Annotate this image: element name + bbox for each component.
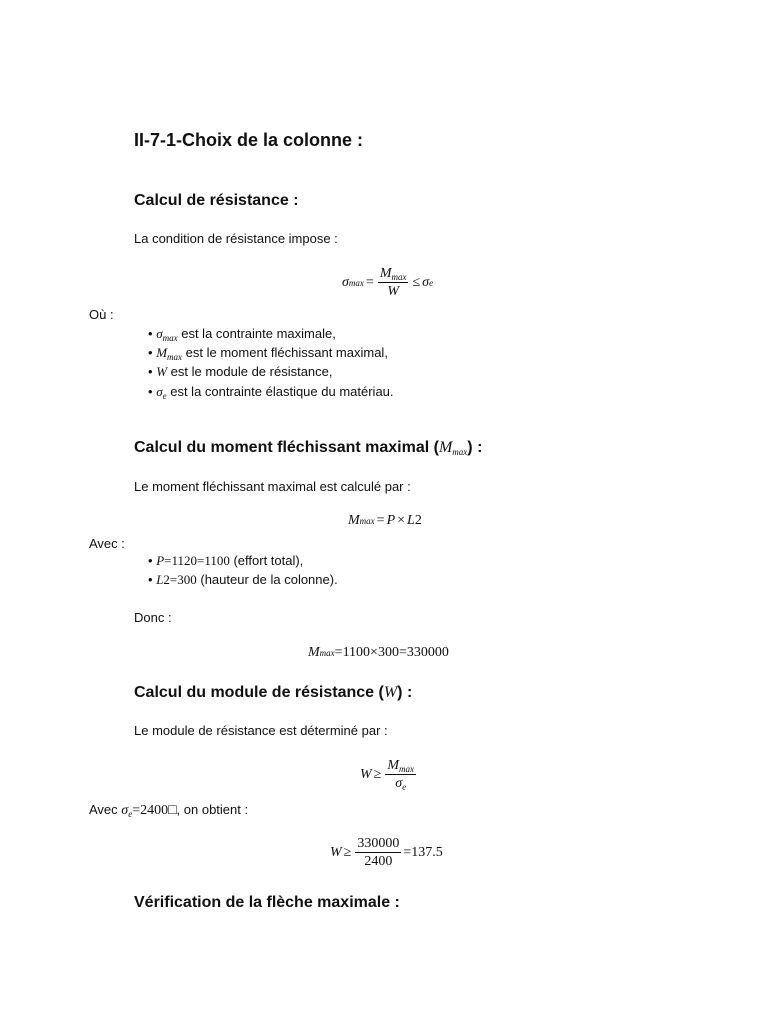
moment-equation: M max = P × L 2 — [348, 513, 422, 528]
list-item: • L2=300 (hauteur de la colonne). — [148, 572, 338, 587]
bullet-icon: • — [148, 345, 153, 360]
page-title: II-7-1-Choix de la colonne : — [134, 130, 364, 150]
bullet-icon: • — [148, 384, 153, 399]
moment-result-equation: M max =1100×300=330000 — [308, 645, 449, 660]
list-item: • $M_{max}$ est le moment fléchissant maximal, — [148, 345, 388, 362]
module-intro: Le module de résistance est déterminé par : — [134, 723, 388, 738]
module-avec-line: Avec $\sigma_e=2400□$, on obtient : — [89, 802, 249, 819]
list-item: • $\sigma_{max}$ est la contrainte maximale, — [148, 326, 336, 343]
list-item: • $\sigma_e$ est la contrainte élastique du matériau. — [148, 384, 394, 401]
section-title-resistance: Calcul de résistance : — [134, 192, 299, 209]
list-item: • W est le module de résistance, — [148, 364, 333, 379]
moment-intro: Le moment fléchissant maximal est calculé par : — [134, 479, 411, 494]
section-title-moment: Calcul du moment fléchissant maximal $(M_{max})$ : — [134, 439, 483, 457]
section-title-fleche: Vérification de la flèche maximale : — [134, 894, 400, 911]
resistance-intro: La condition de résistance impose : — [134, 231, 338, 246]
module-result-equation: W ≥ $\frac{330000}{2400}$ =137.5 — [330, 836, 443, 869]
module-fraction: $\frac{M_{max}}{\sigma_e}$ — [387, 758, 415, 792]
list-item: • P=1120=1100 (effort total), — [148, 553, 304, 568]
ou-label: Où : — [89, 307, 114, 322]
module-result-fraction: $\frac{330000}{2400}$ — [357, 836, 400, 869]
avec-label: Avec : — [89, 536, 125, 551]
bullet-icon: • — [148, 572, 153, 587]
resistance-fraction: $\frac{M_{max}}{W}$ — [379, 266, 407, 299]
section-title-module: Calcul du module de résistance (W) : — [134, 684, 413, 701]
resistance-equation: σ max = $\frac{M_{max}}{W}$ ≤ σ e — [342, 266, 434, 299]
donc-label: Donc : — [134, 610, 172, 625]
bullet-icon: • — [148, 553, 153, 568]
bullet-icon: • — [148, 326, 153, 341]
bullet-icon: • — [148, 364, 153, 379]
module-equation: W ≥ $\frac{M_{max}}{\sigma_e}$ — [360, 758, 415, 792]
